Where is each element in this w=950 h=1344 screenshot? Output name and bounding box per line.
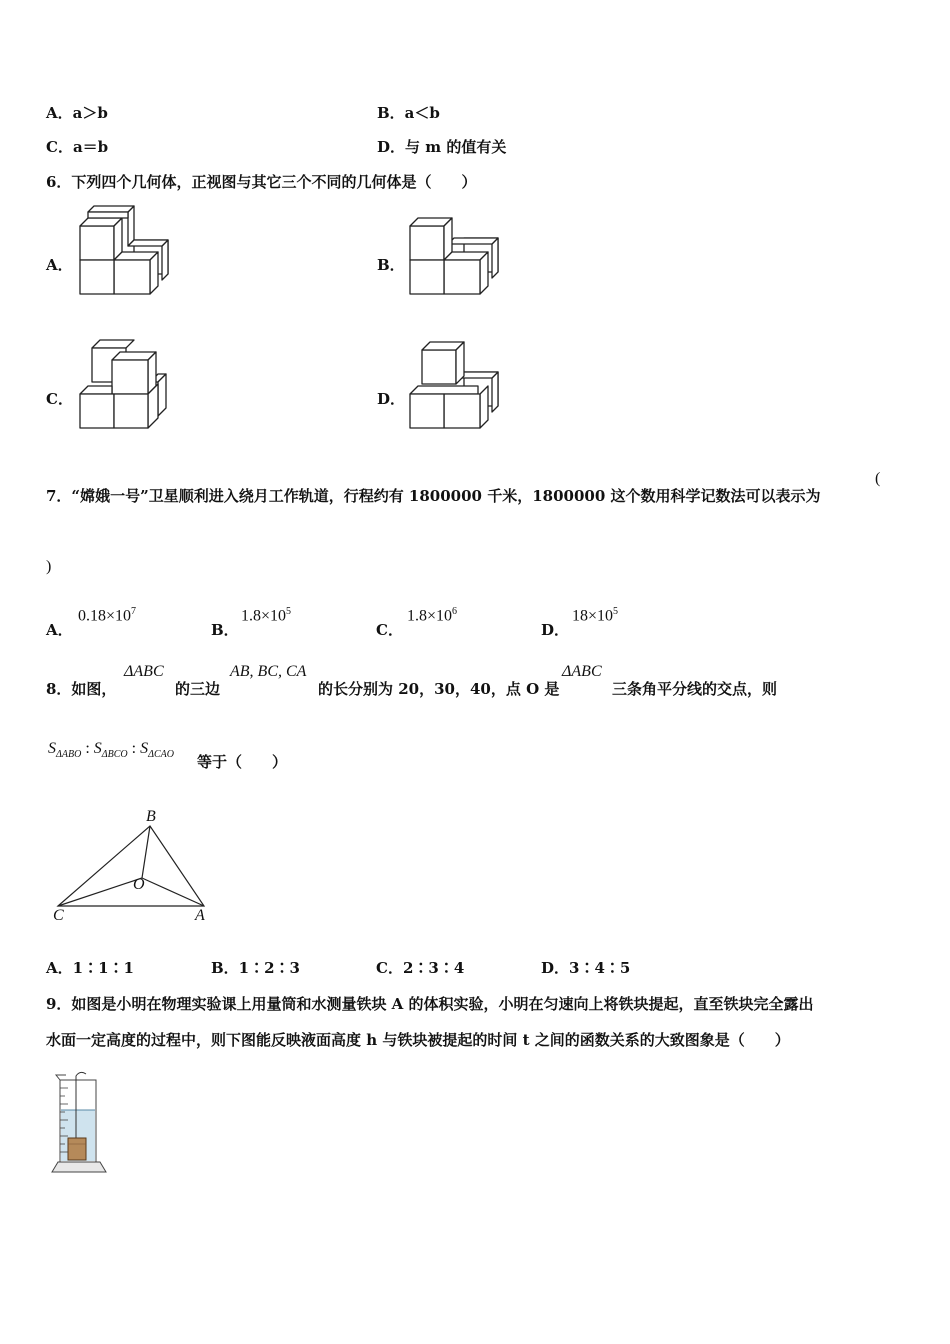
q7-option-c-exp: 6 bbox=[452, 606, 458, 617]
q8-figure-label-b: B bbox=[146, 808, 156, 825]
q8-triangle-2: ΔABC bbox=[562, 663, 602, 680]
q6-label-d: D． bbox=[377, 390, 406, 408]
q6-solid-b-figure bbox=[408, 216, 500, 296]
q8-figure-label-a: A bbox=[195, 907, 205, 924]
q7-option-a-value bbox=[78, 606, 136, 625]
q6-label-b: B． bbox=[377, 256, 405, 274]
q5-option-c: C．a＝b bbox=[46, 138, 109, 156]
q8-number: 8．如图， bbox=[46, 680, 117, 698]
q7-close-paren: ) bbox=[46, 558, 52, 575]
q8-text-4: 等于（ ） bbox=[197, 753, 288, 771]
q7-option-c-value bbox=[407, 606, 457, 625]
q8-option-a: A．1∶1∶1 bbox=[46, 959, 134, 977]
q8-sub-bco: ΔBCO bbox=[101, 749, 128, 761]
q8-text-3: 三条角平分线的交点，则 bbox=[612, 680, 778, 698]
q7-open-paren: ( bbox=[875, 470, 881, 487]
q7-stem: 7．“嫦娥一号”卫星顺利进入绕月工作轨道，行程约有 1800000 千米，1800000 这个数用科学记数法可以表示为 bbox=[46, 487, 821, 505]
q7-option-a-exp: 7 bbox=[131, 606, 137, 617]
q6-solid-a-figure bbox=[78, 204, 170, 296]
q6-label-a: A． bbox=[46, 256, 73, 274]
q8-figure-label-c: C bbox=[53, 907, 64, 924]
q7-option-c-base: 1.8×10 bbox=[407, 607, 453, 625]
q8-option-b: B．1∶2∶3 bbox=[211, 959, 300, 977]
q8-s-3: S bbox=[140, 740, 149, 757]
q8-area-ratio bbox=[48, 740, 174, 760]
q8-text-1: 的三边 bbox=[175, 680, 221, 698]
q6-stem: 6．下列四个几何体，正视图与其它三个不同的几何体是（ ） bbox=[46, 173, 477, 191]
q5-option-a: A．a＞b bbox=[46, 104, 108, 122]
q7-option-b-value bbox=[241, 606, 291, 625]
q8-triangle-figure bbox=[50, 808, 210, 928]
q7-option-c-label: C． bbox=[376, 621, 403, 639]
q7-option-b-exp: 5 bbox=[286, 606, 292, 617]
q9-line-1: 9．如图是小明在物理实验课上用量筒和水测量铁块 A 的体积实验，小明在匀速向上将铁块提起，直至铁块完全露出 bbox=[46, 995, 814, 1013]
q7-option-a-base: 0.18×10 bbox=[78, 607, 132, 625]
q8-sub-abo: ΔABO bbox=[56, 749, 82, 761]
q8-text-2: 的长分别为 20，30，40，点 O 是 bbox=[318, 680, 560, 698]
q9-measuring-cylinder-figure bbox=[46, 1068, 112, 1176]
q8-option-c: C．2∶3∶4 bbox=[376, 959, 465, 977]
q8-colon-2: : bbox=[127, 740, 141, 757]
q8-option-d: D．3∶4∶5 bbox=[541, 959, 631, 977]
q5-option-b: B．a＜b bbox=[377, 104, 440, 122]
q8-colon-1: : bbox=[81, 740, 94, 757]
q8-figure-label-o: O bbox=[133, 876, 145, 893]
q8-s-1: S bbox=[48, 740, 56, 757]
q6-solid-d-figure bbox=[408, 338, 500, 430]
q8-sub-cao: ΔCAO bbox=[148, 749, 174, 761]
q8-s-2: S bbox=[93, 740, 102, 757]
q6-label-c: C． bbox=[46, 390, 73, 408]
q7-option-a-label: A． bbox=[46, 621, 73, 639]
q5-option-d: D．与 m 的值有关 bbox=[377, 138, 507, 156]
q7-option-d-base: 18×10 bbox=[572, 607, 614, 625]
q8-triangle-1-text: ΔABC bbox=[124, 663, 164, 680]
q7-option-b-base: 1.8×10 bbox=[241, 607, 287, 625]
q6-solid-c-figure bbox=[78, 338, 170, 430]
q8-triangle-1 bbox=[124, 663, 164, 681]
q8-sides: AB, BC, CA bbox=[230, 663, 307, 680]
q9-line-2: 水面一定高度的过程中，则下图能反映液面高度 h 与铁块被提起的时间 t 之间的函数关系的大致图象是（ ） bbox=[46, 1031, 790, 1049]
q7-option-d-value bbox=[572, 606, 618, 625]
q7-option-b-label: B． bbox=[211, 621, 239, 639]
q7-option-d-label: D． bbox=[541, 621, 570, 639]
q7-option-d-exp: 5 bbox=[613, 606, 619, 617]
